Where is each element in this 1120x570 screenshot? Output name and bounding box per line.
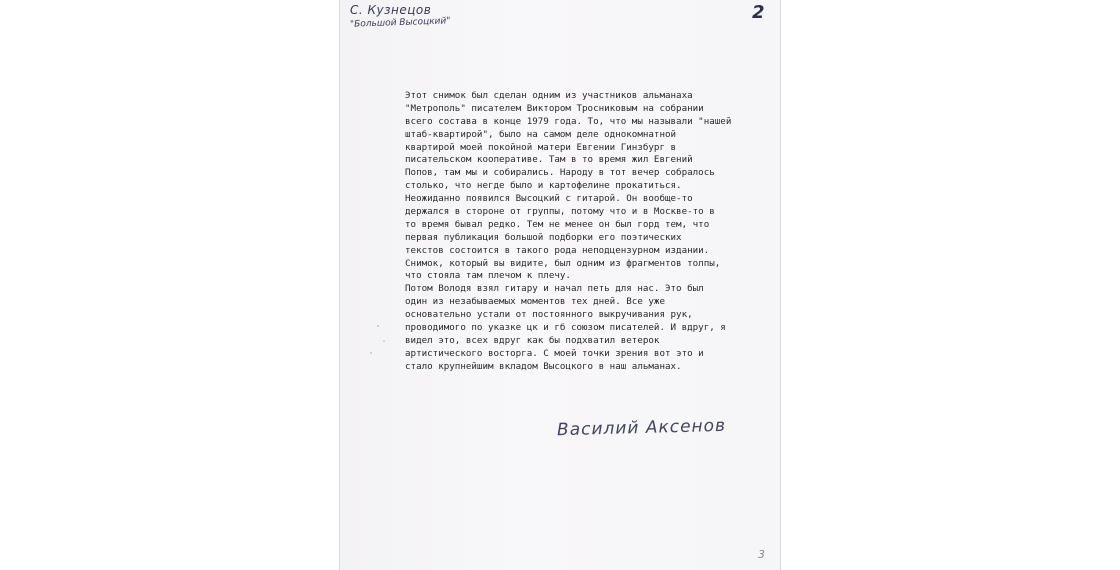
text-line: штаб-квартирой", было на самом деле однокомнатной — [405, 128, 677, 140]
text-line: Попов, там мы и собирались. Народу в тот вечер собралось — [405, 167, 715, 179]
text-line: Этот снимок был сделан одним из участников альманаха — [405, 90, 693, 101]
text-line: проводимого по указке цк и гб союзом писателей. И вдруг, я — [405, 322, 726, 334]
handwritten-title-note: "Большой Высоцкий" — [349, 16, 451, 30]
handwritten-signature: Василий Аксенов — [556, 415, 727, 441]
text-line: первая публикация большой подборки его поэтических — [405, 231, 682, 243]
text-line: "Метрополь" писателем Виктором Тросниковым на собрании — [405, 102, 704, 114]
text-line: основательно устали от постоянного выкручивания рук, — [405, 309, 693, 321]
text-line: видел это, всех вдруг как бы подхватил ветерок — [405, 334, 660, 346]
paper-speck — [377, 325, 379, 327]
paper-speck — [383, 340, 385, 342]
text-line: артистического восторга. С моей точки зрения вот это и — [405, 347, 704, 359]
text-line: писательском кооперативе. Там в то время жил Евгений — [405, 154, 693, 166]
text-line: столько, что негде было и картофелине прокатиться. — [405, 180, 682, 192]
text-line: квартирой моей покойной матери Евгении Гинзбург в — [405, 141, 677, 153]
handwritten-corner-mark: 3 — [758, 548, 765, 561]
text-line: Неожиданно появился Высоцкий с гитарой. Он вообще-то — [405, 193, 693, 205]
text-line: то время бывал редко. Тем не менее он был горд тем, что — [405, 218, 710, 230]
typed-letter-text — [405, 90, 732, 374]
handwritten-page-number: 2 — [752, 2, 765, 23]
text-line: что стояла там плечом к плечу. — [405, 270, 571, 282]
scanned-page — [339, 0, 781, 570]
text-line: держался в стороне от группы, потому что и в Москве-то в — [405, 206, 715, 218]
text-line: Потом Володя взял гитару и начал петь для нас. Это был — [405, 283, 704, 295]
handwritten-author-note: С. Кузнецов — [350, 3, 432, 17]
text-line: текстов состоится в такого рода неподцензурном издании. — [405, 244, 710, 256]
paper-speck — [370, 352, 372, 354]
text-line: один из незабываемых моментов тех дней. Все уже — [405, 296, 665, 308]
text-line: всего состава в конце 1979 года. То, что мы называли "нашей — [405, 115, 732, 127]
text-line: стало крупнейшим вкладом Высоцкого в наш альманах. — [405, 360, 682, 372]
text-line: Снимок, который вы видите, был одним из фрагментов толпы, — [405, 257, 721, 269]
